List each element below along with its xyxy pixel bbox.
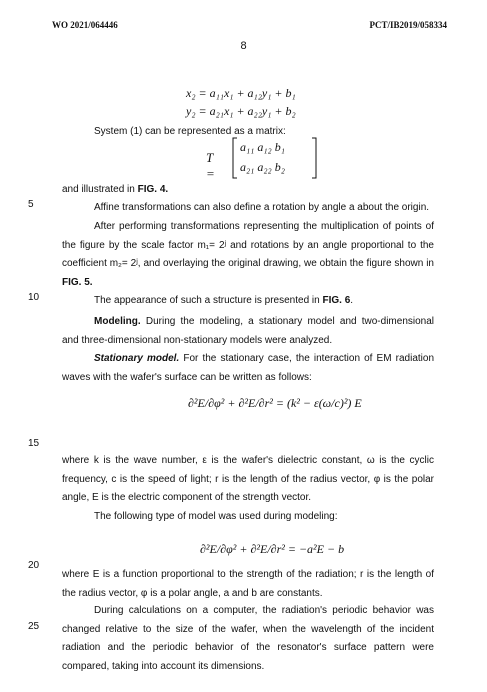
line-number-15: 15 xyxy=(28,438,40,449)
equation-x2 xyxy=(186,86,296,101)
modeling-paragraph xyxy=(62,313,434,350)
appearance-paragraph: The appearance of such a structure is presented in FIG. 6. xyxy=(94,295,354,306)
matrix-lhs: T = xyxy=(206,150,215,181)
where1-text: where k is the wave number, ε is the wafer's dielectric constant, ω is the cyclic frequency, c is the speed of light; r is the length of the radius vector, φ is the polar angle, E is the electric component of the strength vector. xyxy=(62,455,434,504)
equation-y2-text: y₂ = a₂₁x₁ + a₂₂y₁ + b₂ xyxy=(186,104,296,118)
matrix-row1: a₁₁ a₁₂ b₁ xyxy=(240,140,285,154)
after-paragraph xyxy=(62,218,434,292)
modeling-heading: Modeling. xyxy=(94,316,141,327)
during-text: During calculations on a computer, the radiation's periodic behavior was changed relative to the size of the wafer, when the wavelength of the incident radiation and the periodic behavior of the resonator's surface pattern were compared, taking into account its dimensions. xyxy=(62,605,434,672)
where2-paragraph xyxy=(62,566,434,603)
stationary-paragraph xyxy=(62,350,434,387)
matrix-row2: a₂₁ a₂₂ b₂ xyxy=(240,160,285,174)
header-right: PCT/IB2019/058334 xyxy=(369,20,447,30)
equation-helmholtz: ∂²E/∂φ² + ∂²E/∂r² = (k² − ε(ω/c)²) E xyxy=(188,396,362,410)
fig4-text: and illustrated in xyxy=(62,184,135,195)
appearance-text: The appearance of such a structure is presented in xyxy=(94,295,320,306)
fig4-ref: FIG. 4. xyxy=(137,184,169,195)
where2-text: where E is a function proportional to the strength of the radiation; r is the length of the radius vector, φ is a polar angle, a and b are constants. xyxy=(62,569,434,599)
modeling-text: During the modeling, a stationary model and two-dimensional and three-dimensional non-stationary models were analyzed. xyxy=(62,316,435,346)
line-number-25: 25 xyxy=(28,621,40,632)
equation-x2-text: x₂ = a₁₁x₁ + a₁₂y₁ + b₁ xyxy=(186,86,296,100)
equation-y2 xyxy=(186,104,296,119)
where1-paragraph xyxy=(62,452,434,508)
matrix-intro-text: System (1) can be represented as a matrix: xyxy=(94,126,286,137)
fig5-ref: FIG. 5. xyxy=(62,276,93,288)
affine-paragraph xyxy=(62,199,434,218)
following-paragraph xyxy=(62,508,434,527)
stationary-text: For the stationary case, the interaction of EM radiation waves with the wafer's surface can be written as follows: xyxy=(62,353,435,383)
following-text: The following type of model was used during modeling: xyxy=(94,511,338,522)
fig6-ref: FIG. 6 xyxy=(322,295,351,306)
affine-text: Affine transformations can also define a rotation by angle a about the origin. xyxy=(94,202,430,213)
during-paragraph xyxy=(62,602,434,676)
line-number-10: 10 xyxy=(28,292,40,303)
page-number: 8 xyxy=(240,40,247,52)
line-number-5: 5 xyxy=(28,199,34,210)
equation-model: ∂²E/∂φ² + ∂²E/∂r² = −a²E − b xyxy=(200,542,345,556)
line-number-20: 20 xyxy=(28,560,40,571)
stationary-heading: Stationary model. xyxy=(94,353,180,364)
after-text: After performing transformations representing the multiplication of points of the figure by the scale factor m₁= 2ʲ and rotations by an angle proportional to the coefficient m₂= 2ʲ, and overlaying the original drawing, we obtain the figure shown in xyxy=(62,221,434,270)
fig4-paragraph xyxy=(62,181,434,200)
header-left: WO 2021/064446 xyxy=(52,20,118,30)
